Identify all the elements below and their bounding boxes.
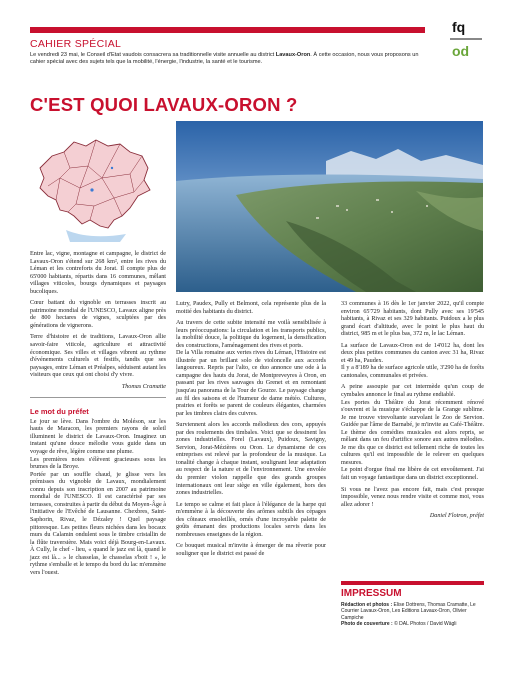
- svg-text:fq: fq: [452, 19, 466, 35]
- article-paragraph: A peine assoupie par cet intermède qu'un coup de cymbales annonce le final au rythme endiablé.: [341, 384, 484, 399]
- top-red-bar: [30, 27, 425, 33]
- aerial-photo: [176, 121, 483, 292]
- article-paragraph: Il y a 8'189 ha de surface agricole utile, 3'290 ha de forêts cantonales, communales et privées.: [341, 365, 484, 379]
- article-paragraph: Les portes du Théâtre du Jorat récemment rénové s'ouvrent et la musique s'échappe de la Grange sublime. Je me trouve virevoltante survolant le Zoo de Servion. Guidée par l'âme de Barnabé, je m'invite au Café-Théâtre. Le thème des comédies musicales est alors repris, se mêlant dans un feu d'artifice sonore aux autres mélodies. Je me dis que ce district est tellement riche de toutes les cultures qu'il est impossible de le relever en quelques mesures.: [341, 399, 484, 466]
- impressum-title: IMPRESSUM: [341, 588, 402, 599]
- section-header: [30, 38, 430, 67]
- prefet-heading: Le mot du préfet: [30, 407, 89, 417]
- column-divider: [30, 397, 166, 398]
- article-paragraph: Le tempo se calme et fait place à l'élégance de la harpe qui m'emmène à la découverte des arômes subtils des cépages des côteaux ensoleillés, ornés d'une incroyable palette de goûts émanant des productions locales servis dans les nombreuses enseignes de la région.: [176, 501, 326, 538]
- article-column-1: [30, 251, 166, 577]
- impressum-redaction: Rédaction et photos : Elise Dottrens, Thomas Cramatte, Le Courrier Lavaux-Oron, Les Editions Lavaux-Oron, Olivier Campiche: [341, 602, 476, 621]
- article-paragraph: Si vous ne l'avez pas encore fait, mais c'est presque impossible, venez nous rendre visite et comme moi, vous allez adorer !: [341, 486, 484, 508]
- fqod-logo: [446, 18, 486, 62]
- page-headline: C'EST QUOI LAVAUX-ORON ?: [30, 94, 298, 115]
- article-paragraph: Cœur battant du vignoble en terrasses inscrit au patrimoine mondial de l'UNESCO, Lavaux aligne près de 800 hectares de vignes, sculptées par des générations de vignerons.: [30, 300, 166, 329]
- article-paragraph: Le point d'orgue final me libère de cet envoûtement. J'ai fait un voyage fantastique dans un district exceptionnel.: [341, 467, 484, 482]
- impressum-box: [341, 581, 484, 628]
- article-paragraph: Entre lac, vigne, montagne et campagne, le district de Lavaux-Oron s'étend sur 268 km², entre les rives du Léman et les contreforts du Jorat. Il compte plus de 65'000 habitants, répartis dans 16 communes, mêlant villages viticoles, bourgs dynamiques et paysages bucoliques.: [30, 251, 166, 295]
- impressum-cover-credit: Photo de couverture : © DAL Photos / David Wägli: [341, 621, 457, 628]
- prefet-paragraph: Le jour se lève. Dans l'ombre du Moléson, sur les hauts de Maracon, les premiers rayons de soleil illuminent le district de Lavaux-Oron. Imaginez un instant qu'une douce mélodie vous guide dans un voyage de rêve, légère comme une plume.: [30, 418, 166, 456]
- article-paragraph: 33 communes à 16 dès le 1er janvier 2022, qu'il compte environ 65'729 habitants, dont Pully avec ses 19'545 habitants, à Rivaz et ses 329 habitants. Puidoux a le plus grand écart d'altitude, avec le point le plus haut du district, 985 m et le plus bas, 372 m, le lac Léman.: [341, 301, 484, 338]
- article-paragraph: Surviennent alors les accords mélodieux des cors, appuyés par des roulements des timbales. Voici que se dessinent les zones industrielles. Forel (Lavaux), Puidoux, Savigny, Servion, Jorat-Mézières ou Oron. Le dynamisme de ces entreprises est relevé par la profondeur de la musique. La tonalité change à chaque instant, soulignant leur adaptation au respect de la nature et de l'environnement. Une envolée du premier violon rappelle que des grands groupes internationaux ont leur siège en ville également, hors des zones industrielles.: [176, 422, 326, 497]
- section-title: CAHIER SPÉCIAL: [30, 38, 122, 50]
- district-map: [30, 138, 158, 243]
- impressum-bar: [341, 581, 484, 585]
- article-paragraph: Lutry, Paudex, Pully et Belmont, cela représente plus de la moitié des habitants du district.: [176, 301, 326, 315]
- article-column-2: [176, 301, 326, 563]
- article-column-3: [341, 301, 484, 521]
- article-paragraph: Ce bouquet musical m'invite à émerger de ma rêverie pour souligner que le district est passé de: [176, 543, 326, 557]
- prefet-signature: Daniel Flotron, préfet: [429, 513, 484, 520]
- intro-district: Lavaux-Oron: [275, 52, 311, 58]
- prefet-paragraph: Portée par un souffle chaud, je glisse vers les prémisses du vignoble de Lavaux, mondialement connu depuis son inscription en 2007 au patrimoine mondial de l'UNESCO. Il est caractérisé par ses terrasses, construites à partir du début du Moyen-Âge à l'initiative de l'Evêché de Lausanne. Chexbres, Saint-Saphorin, Rivaz, le Dézaley ! Quel paysage pittoresque. Les petites fleurs nichées dans les bocaux murs du Calamin ondulent sous le timbre cristallin de la flûte traversière. Mais voici déjà Bourg-en-Lavaux. À Cully, le chef - lieu, « quand le jazz est là, quand le jazz est là... » le chasselas, le chasselas s'boit ! », le rythme s'emballe et le tempo du bord du lac m'emmène vers l'ouest.: [30, 471, 166, 576]
- prefet-paragraph: Les premières notes s'élèvent gracieuses sous les brumes de la Broye.: [30, 456, 166, 471]
- intro-text: Le vendredi 23 mai, le Conseil d'Etat vaudois consacrera sa traditionnelle visite annuelle au district Lavaux-Oron. À cette occasion, nous vous proposons un cahier spécial avec des sujets tels que la mobilité, l'énergie, l'industrie, la santé et le tourisme.: [30, 52, 419, 66]
- article-paragraph: La surface de Lavaux-Oron est de 14'012 ha, dont les deux plus petites communes du canton avec 31 ha, Rivaz et 49 ha, Paudex.: [341, 342, 484, 364]
- svg-text:od: od: [452, 43, 470, 59]
- article-paragraph: Terre d'histoire et de traditions, Lavaux-Oron allie savoir-faire viticole, agriculture et attractivité économique. Ses villes et villages vibrent au rythme d'événements culturels et festifs, tandis que ses paysages, entre Léman et Préalpes, séduisent autant les visiteurs que ceux qui ont choisi d'y vivre.: [30, 334, 166, 379]
- article-paragraph: De la Villa romaine aux vertes rives du Léman, l'Histoire est illustrée par un brillant solo de violoncelle aux accords langoureux. Repris par l'alto, ce duo annonce une ode à la campagne des hauts du Jorat, de Montpreveyres à Oron, en passant par les rives sauvages du Grenet et en remontant jusqu'au panorama de la Tour de Gourze. Le paysage change au fil des saisons et de l'humeur de dame météo. Cultures, prairies et forêts se parent de couleurs élégantes, charmées par les timbres clairs des cuivres.: [176, 350, 326, 417]
- article-author: Thomas Cramatte: [121, 383, 166, 390]
- article-paragraph: Au travers de cette subite intensité me voilà sensibilisée à leurs préoccupations: la circulation et les transports publics, la mobilité douce, la politique du logement, la densification des constructions, l'aménagement des rives et ports.: [176, 320, 326, 349]
